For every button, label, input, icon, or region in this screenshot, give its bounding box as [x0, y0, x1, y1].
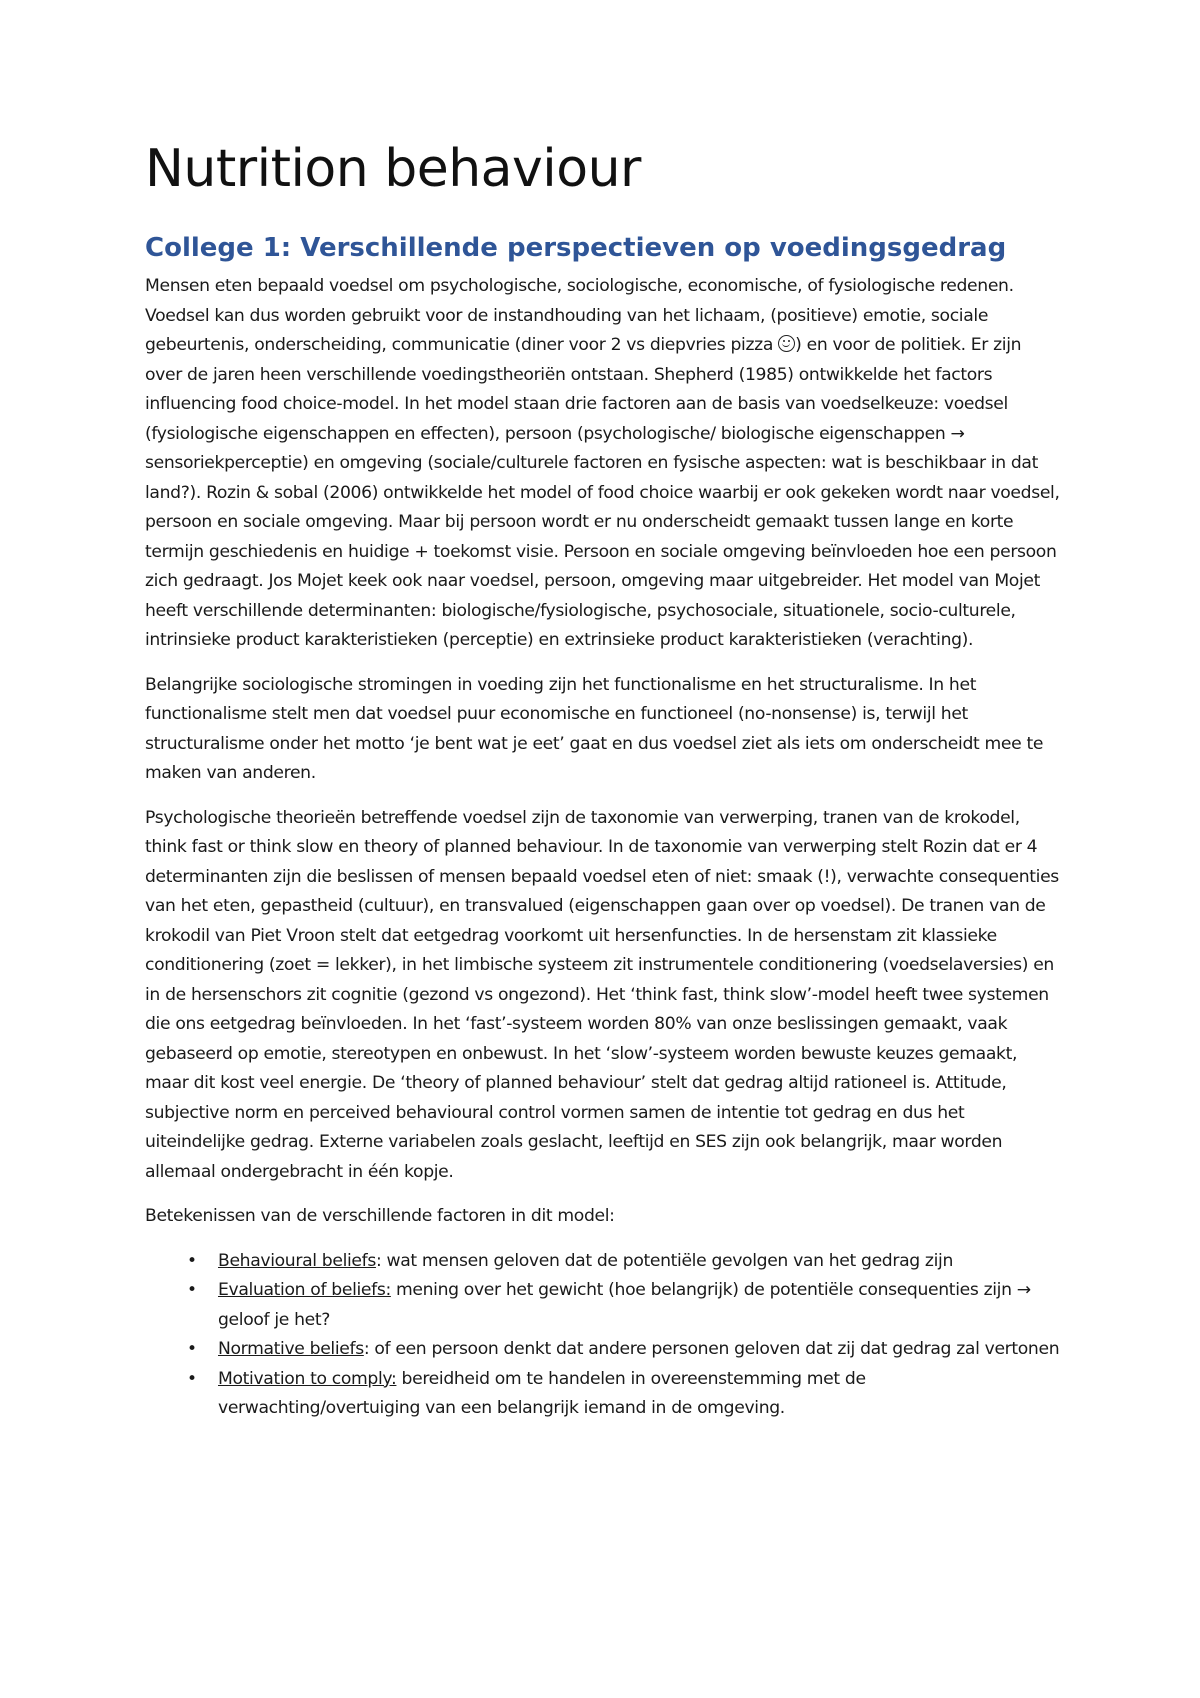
arrow-icon: → — [950, 423, 965, 444]
list-item-term: Normative beliefs — [218, 1339, 364, 1359]
smiley-icon — [778, 335, 795, 352]
list-item-term: Evaluation of beliefs: — [218, 1280, 391, 1300]
section-heading: College 1: Verschillende perspectieven op voedingsgedrag — [145, 233, 1007, 263]
list-item — [145, 1276, 1060, 1335]
document-title: Nutrition behaviour — [145, 139, 641, 199]
list-item-term: Motivation to comply: — [218, 1368, 397, 1389]
factor-list — [145, 1247, 1060, 1424]
list-item-text: : wat mensen geloven dat de potentiële gevolgen van het gedrag zijn — [375, 1250, 954, 1271]
bullet-icon: • — [187, 1280, 197, 1300]
list-item — [145, 1365, 1060, 1424]
list-item-text: geloof je het? — [218, 1309, 331, 1330]
paragraph-intro-part1: Mensen eten bepaald voedsel om psychologische, sociologische, economische, of fysiologische redenen. Voedsel kan dus worden gebruikt voor de instandhouding van het lichaam, (positieve) emotie, sociale gebeurtenis, onderscheiding, communicatie (diner voor 2 vs diepvries pizza — [145, 276, 1014, 355]
paragraph-intro — [145, 272, 1060, 656]
arrow-icon: → — [1016, 1280, 1031, 1300]
paragraph-sociology: Belangrijke sociologische stromingen in voeding zijn het functionalisme en het structuralisme. In het functionalisme stelt men dat voedsel puur economische en functioneel (no-nonsense) is, terwijl het structuralisme onder het motto ‘je bent wat je eet’ gaat en dus voedsel ziet als iets om onderscheidt mee te maken van anderen. — [145, 674, 1044, 783]
list-item-text: mening over het gewicht (hoe belangrijk) de potentiële consequenties zijn — [390, 1280, 1017, 1300]
paragraph-intro-part3: sensoriekperceptie) en omgeving (sociale/culturele factoren en fysische aspecten: wat is beschikbaar in dat land?). Rozin & sobal (2006) ontwikkelde het model of food choice waarbij er ook gekeken wordt naar voedsel, persoon en sociale omgeving. Maar bij persoon wordt er nu onderscheidt gemaakt tussen lange en korte termijn geschiedenis en huidige + toekomst visie. Persoon en sociale omgeving beïnvloeden hoe een persoon zich gedraagt. Jos Mojet keek ook naar voedsel, persoon, omgeving maar uitgebreider. Het model van Mojet heeft verschillende determinanten: biologische/fysiologische, psychosociale, situationele, socio-culturele, intrinsieke product karakteristieken (perceptie) en extrinsieke product karakteristieken (verachting). — [145, 453, 1060, 650]
list-item-text: : of een persoon denkt dat andere personen geloven dat zij dat gedrag zal vertonen — [363, 1339, 1060, 1359]
document-body — [145, 272, 1060, 1424]
list-item — [145, 1335, 1060, 1365]
paragraph-model-factors: Betekenissen van de verschillende factoren in dit model: — [145, 1206, 615, 1226]
bullet-icon: • — [187, 1368, 197, 1389]
list-item-text: bereidheid om te handelen in overeenstemming met de verwachting/overtuiging van een belangrijk iemand in de omgeving. — [218, 1368, 866, 1418]
paragraph-intro-part2: ) en voor de politiek. Er zijn over de jaren heen verschillende voedingstheoriën ontstaan. Shepherd (1985) ontwikkelde het factors influencing food choice-model. In het model staan drie factoren aan de basis van voedselkeuze: voedsel (fysiologische eigenschappen en effecten), persoon (psychologische/ biologische eigenschappen — [145, 335, 1022, 444]
bullet-icon: • — [187, 1339, 197, 1359]
list-item — [145, 1247, 1060, 1277]
list-item-term: Behavioural beliefs — [218, 1250, 376, 1271]
paragraph-psychology: Psychologische theorieën betreffende voedsel zijn de taxonomie van verwerping, tranen van de krokodel, think fast or think slow en theory of planned behaviour. In de taxonomie van verwerping stelt Rozin dat er 4 determinanten zijn die beslissen of mensen bepaald voedsel eten of niet: smaak (!), verwachte consequenties van het eten, gepastheid (cultuur), en transvalued (eigenschappen gaan over op voedsel). De tranen van de krokodil van Piet Vroon stelt dat eetgedrag voorkomt uit hersenfuncties. In de hersenstam zit klassieke conditionering (zoet = lekker), in het limbische systeem zit instrumentele conditionering (voedselaversies) en in de hersenschors zit cognitie (gezond vs ongezond). Het ‘think fast, think slow’-model heeft twee systemen die ons eetgedrag beïnvloeden. In het ‘fast’-systeem worden 80% van onze beslissingen gemaakt, vaak gebaseerd op emotie, stereotypen en onbewust. In het ‘slow’-systeem worden bewuste keuzes gemaakt, maar dit kost veel energie. De ‘theory of planned behaviour’ stelt dat gedrag altijd rationeel is. Attitude, subjective norm en perceived behavioural control vormen samen de intentie tot gedrag en dus het uiteindelijke gedrag. Externe variabelen zoals geslacht, leeftijd en SES zijn ook belangrijk, maar worden allemaal ondergebracht in één kopje. — [145, 807, 1059, 1182]
bullet-icon: • — [187, 1250, 197, 1271]
